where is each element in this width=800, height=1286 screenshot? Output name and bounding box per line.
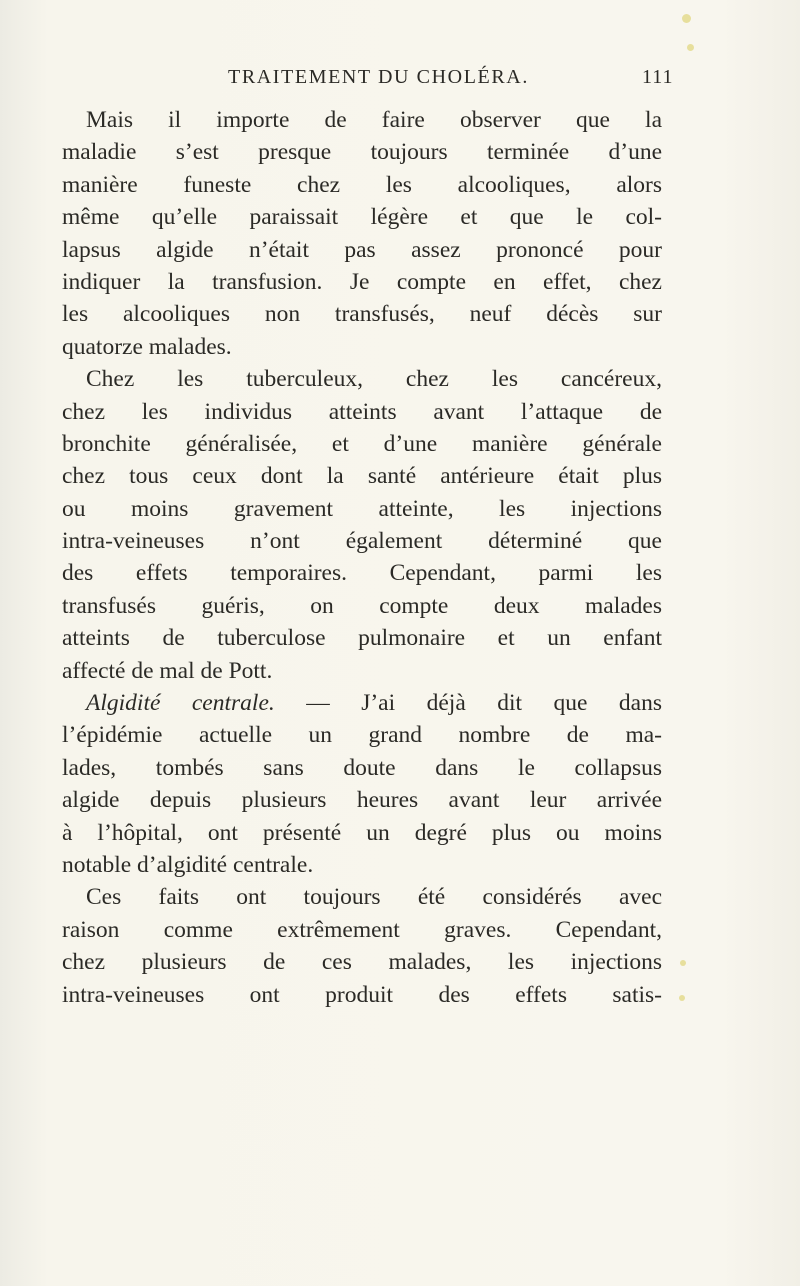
paragraph-line: algide depuis plusieurs heures avant leur arrivée: [62, 787, 662, 814]
paragraph-line: quatorze malades.: [62, 333, 232, 360]
paragraph-line: lades, tombés sans doute dans le collapsus: [62, 754, 662, 781]
paragraph-line: à l’hôpital, ont présenté un degré plus ou moins: [62, 819, 662, 846]
paper-stain-right-2: [680, 960, 686, 966]
paragraph-line: l’épidémie actuelle un grand nombre de ma-: [62, 722, 662, 749]
paragraph-line: même qu’elle paraissait légère et que le col-: [62, 204, 662, 231]
paragraph-line: chez tous ceux dont la santé antérieure était plus: [62, 463, 662, 490]
paragraph-line: ou moins gravement atteinte, les injections: [62, 495, 662, 522]
paragraph-line: raison comme extrêmement graves. Cependant,: [62, 916, 662, 943]
page-number: 111: [642, 66, 674, 88]
paragraph-line: Ces faits ont toujours été considérés avec: [86, 884, 662, 911]
paper-stain-right-1: [687, 44, 694, 51]
paragraph-line: chez les individus atteints avant l’attaque de: [62, 398, 662, 425]
paragraph-line: Mais il importe de faire observer que la: [86, 107, 662, 133]
paragraph-line: affecté de mal de Pott.: [62, 657, 273, 684]
section-first-line: [62, 687, 662, 719]
paragraph-line: atteints de tuberculose pulmonaire et un enfant: [62, 625, 662, 652]
paragraph-line: des effets temporaires. Cependant, parmi les: [62, 560, 662, 587]
page-header: [0, 66, 800, 96]
paragraph-line: maladie s’est presque toujours terminée d’une: [62, 139, 662, 166]
paragraph-line: chez plusieurs de ces malades, les injections: [62, 949, 662, 976]
paper-stain-right-3: [679, 995, 685, 1001]
paragraph-line: intra-veineuses ont produit des effets satis-: [62, 981, 662, 1008]
paragraph-line: indiquer la transfusion. Je compte en effet, chez: [62, 268, 662, 295]
paragraph-line: notable d’algidité centrale.: [62, 851, 314, 878]
paragraph-line: lapsus algide n’était pas assez prononcé pour: [62, 236, 662, 263]
section-heading: Algidité centrale.: [86, 690, 275, 717]
paragraph-line: intra-veineuses n’ont également déterminé que: [62, 528, 662, 555]
paragraph-line: les alcooliques non transfusés, neuf décès sur: [62, 301, 662, 328]
paragraph-line: transfusés guéris, on compte deux malades: [62, 592, 662, 619]
body-text: [62, 104, 662, 1011]
section-first-line-text: — J’ai déjà dit que dans: [306, 690, 662, 717]
paragraph-line: manière funeste chez les alcooliques, alors: [62, 171, 662, 198]
paper-stain-top: [682, 14, 691, 23]
paragraph-line: Chez les tuberculeux, chez les cancéreux,: [86, 366, 662, 393]
paragraph-line: bronchite généralisée, et d’une manière générale: [62, 430, 662, 457]
running-title: TRAITEMENT DU CHOLÉRA.: [228, 66, 529, 88]
